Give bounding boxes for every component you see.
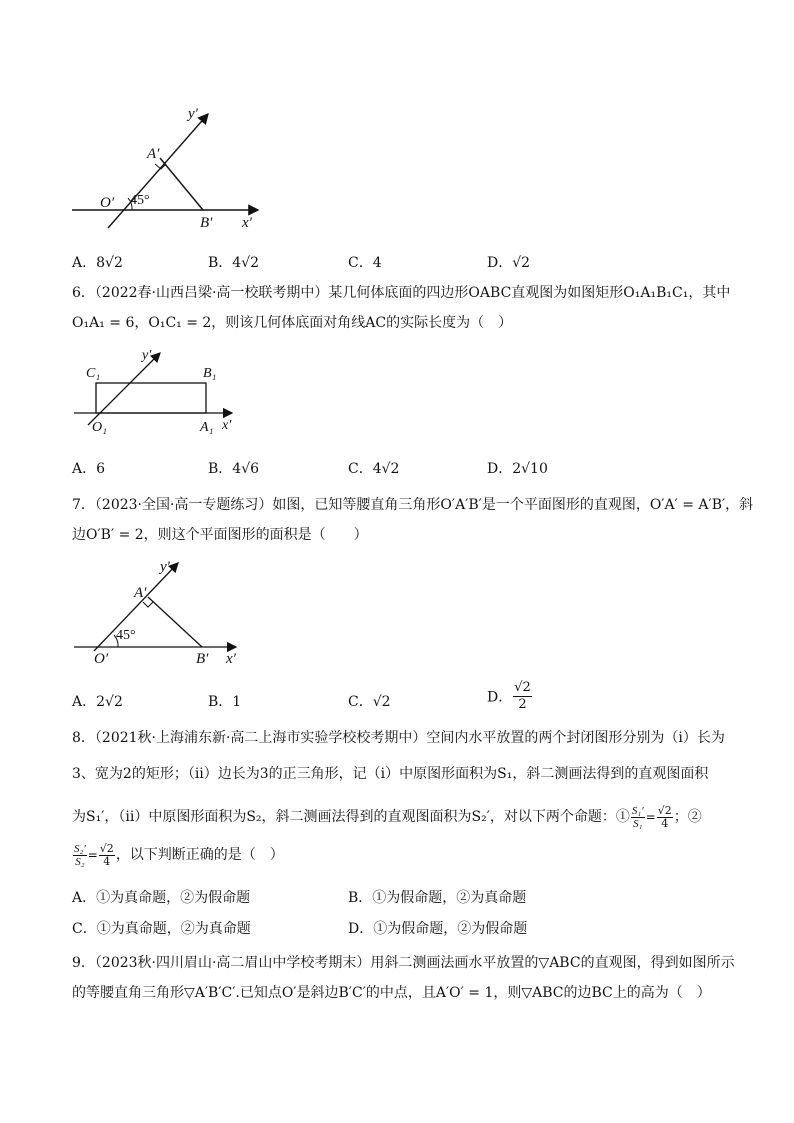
q9-stem-line2: 的等腰直角三角形▽A′B′C′.已知点O′是斜边B′C′的中点，且A′O′ = 1，则▽ABC的边BC上的高为（ ） xyxy=(72,985,711,1001)
q5-figure xyxy=(60,100,280,230)
q6-figure xyxy=(60,345,260,440)
q6-option-b[interactable]: B．4√6 xyxy=(208,461,260,477)
q6-stem-line2: O₁A₁ = 6，O₁C₁ = 2，则该几何体底面对角线AC的实际长度为（ ） xyxy=(72,315,513,331)
c1-label: C₁ xyxy=(86,366,101,381)
x-label: x′ xyxy=(222,418,232,433)
b1-label: B₁ xyxy=(203,366,217,381)
q7-option-b[interactable]: B．1 xyxy=(208,694,242,710)
y-label: y′ xyxy=(142,348,152,363)
a-label: A′ xyxy=(147,146,160,162)
a1-label: A₁ xyxy=(200,420,214,435)
q7-option-d-label: D． xyxy=(487,689,513,706)
q8-option-b[interactable]: B．①为假命题，②为真命题 xyxy=(348,890,527,906)
q6-option-a[interactable]: A．6 xyxy=(72,461,106,477)
q7-stem-line1: 7．（2023·全国·高一专题练习）如图，已知等腰直角三角形O′A′B′是一个平面图形的直观图，O′A′ = A′B′，斜 xyxy=(72,497,754,513)
b-label: B′ xyxy=(200,215,213,230)
segment-ab xyxy=(148,597,202,647)
q7-stem-line2: 边O′B′ = 2，则这个平面图形的面积是（ ） xyxy=(72,527,368,543)
q9-stem-line1: 9．（2023秋·四川眉山·高二眉山中学校考期末）用斜二测画法画水平放置的▽ABC的直观图，得到如图所示 xyxy=(72,955,735,971)
q8-stem-line3: 为S₁′，（ii）中原图形面积为S₂，斜二测画法得到的直观图面积为S₂′，对以下两个命题：① $\frac{\text{S₁′}}{\text{S₁}}$ = $\frac{√2}{4}$ ；② xyxy=(72,803,702,830)
q8-fraction-1: $\frac{\text{S₁′}}{\text{S₁}}$ xyxy=(631,804,644,830)
q8-stem-line2: 3、宽为2的矩形；（ii）边长为3的正三角形，记（i）中原图形面积为S₁，斜二测画法得到的直观图面积 xyxy=(72,766,709,782)
q8-stem-line4: $\frac{\text{S₂′}}{\text{S₂}}$ = $\frac{√2}{4}$ ，以下判断正确的是（ ） xyxy=(74,841,284,868)
q8-option-c[interactable]: C．①为真命题，②为真命题 xyxy=(72,921,251,937)
q5-option-d[interactable]: D．√2 xyxy=(487,255,531,271)
o-label: O′ xyxy=(94,651,109,667)
y-axis xyxy=(108,114,208,228)
o-label: O′ xyxy=(100,195,115,211)
y-label: y′ xyxy=(188,106,198,122)
q8-option-d[interactable]: D．①为假命题，②为假命题 xyxy=(348,921,528,937)
q7-option-a[interactable]: A．2√2 xyxy=(72,694,123,710)
q8-fraction-2-rhs: $\frac{√2}{4}$ xyxy=(99,841,114,868)
q8-stem-line1: 8．（2021秋·上海浦东新·高二上海市实验学校校考期中）空间内水平放置的两个封闭图形分别为（i）长为 xyxy=(72,730,725,746)
right-angle-mark xyxy=(143,602,153,607)
b-label: B′ xyxy=(196,651,209,667)
angle-label: 45° xyxy=(130,193,150,208)
q5-option-a[interactable]: A．8√2 xyxy=(72,255,123,271)
y-label: y′ xyxy=(160,559,170,575)
x-label: x′ xyxy=(242,215,252,230)
q6-stem-line1: 6．（2022春·山西吕梁·高一校联考期中）某几何体底面的四边形OABC直观图为如图矩形O₁A₁B₁C₁，其中 xyxy=(72,285,731,301)
q8-fraction-2: $\frac{\text{S₂′}}{\text{S₂}}$ xyxy=(74,842,86,868)
q5-option-b[interactable]: B．4√2 xyxy=(208,255,260,271)
segment-ab xyxy=(160,158,203,210)
q7-option-c[interactable]: C．√2 xyxy=(348,694,391,710)
a-label: A′ xyxy=(134,585,147,601)
q8-fraction-1-rhs: $\frac{√2}{4}$ xyxy=(657,803,672,830)
angle-label: 45° xyxy=(116,628,136,643)
q7-figure xyxy=(60,555,260,670)
rectangle-o1a1b1c1 xyxy=(96,383,206,413)
q5-option-c[interactable]: C．4 xyxy=(348,255,382,271)
q6-option-c[interactable]: C．4√2 xyxy=(348,461,400,477)
q6-option-d[interactable]: D．2√10 xyxy=(487,461,548,477)
q7-option-d[interactable] xyxy=(487,680,533,713)
y-axis xyxy=(88,353,160,425)
y-axis xyxy=(94,563,178,651)
x-label: x′ xyxy=(226,651,236,667)
o1-label: O₁ xyxy=(92,420,107,435)
q8-option-a[interactable]: A．①为真命题，②为假命题 xyxy=(72,890,251,906)
q7-option-d-fraction: $\frac{√2}{2}$ xyxy=(514,680,531,712)
